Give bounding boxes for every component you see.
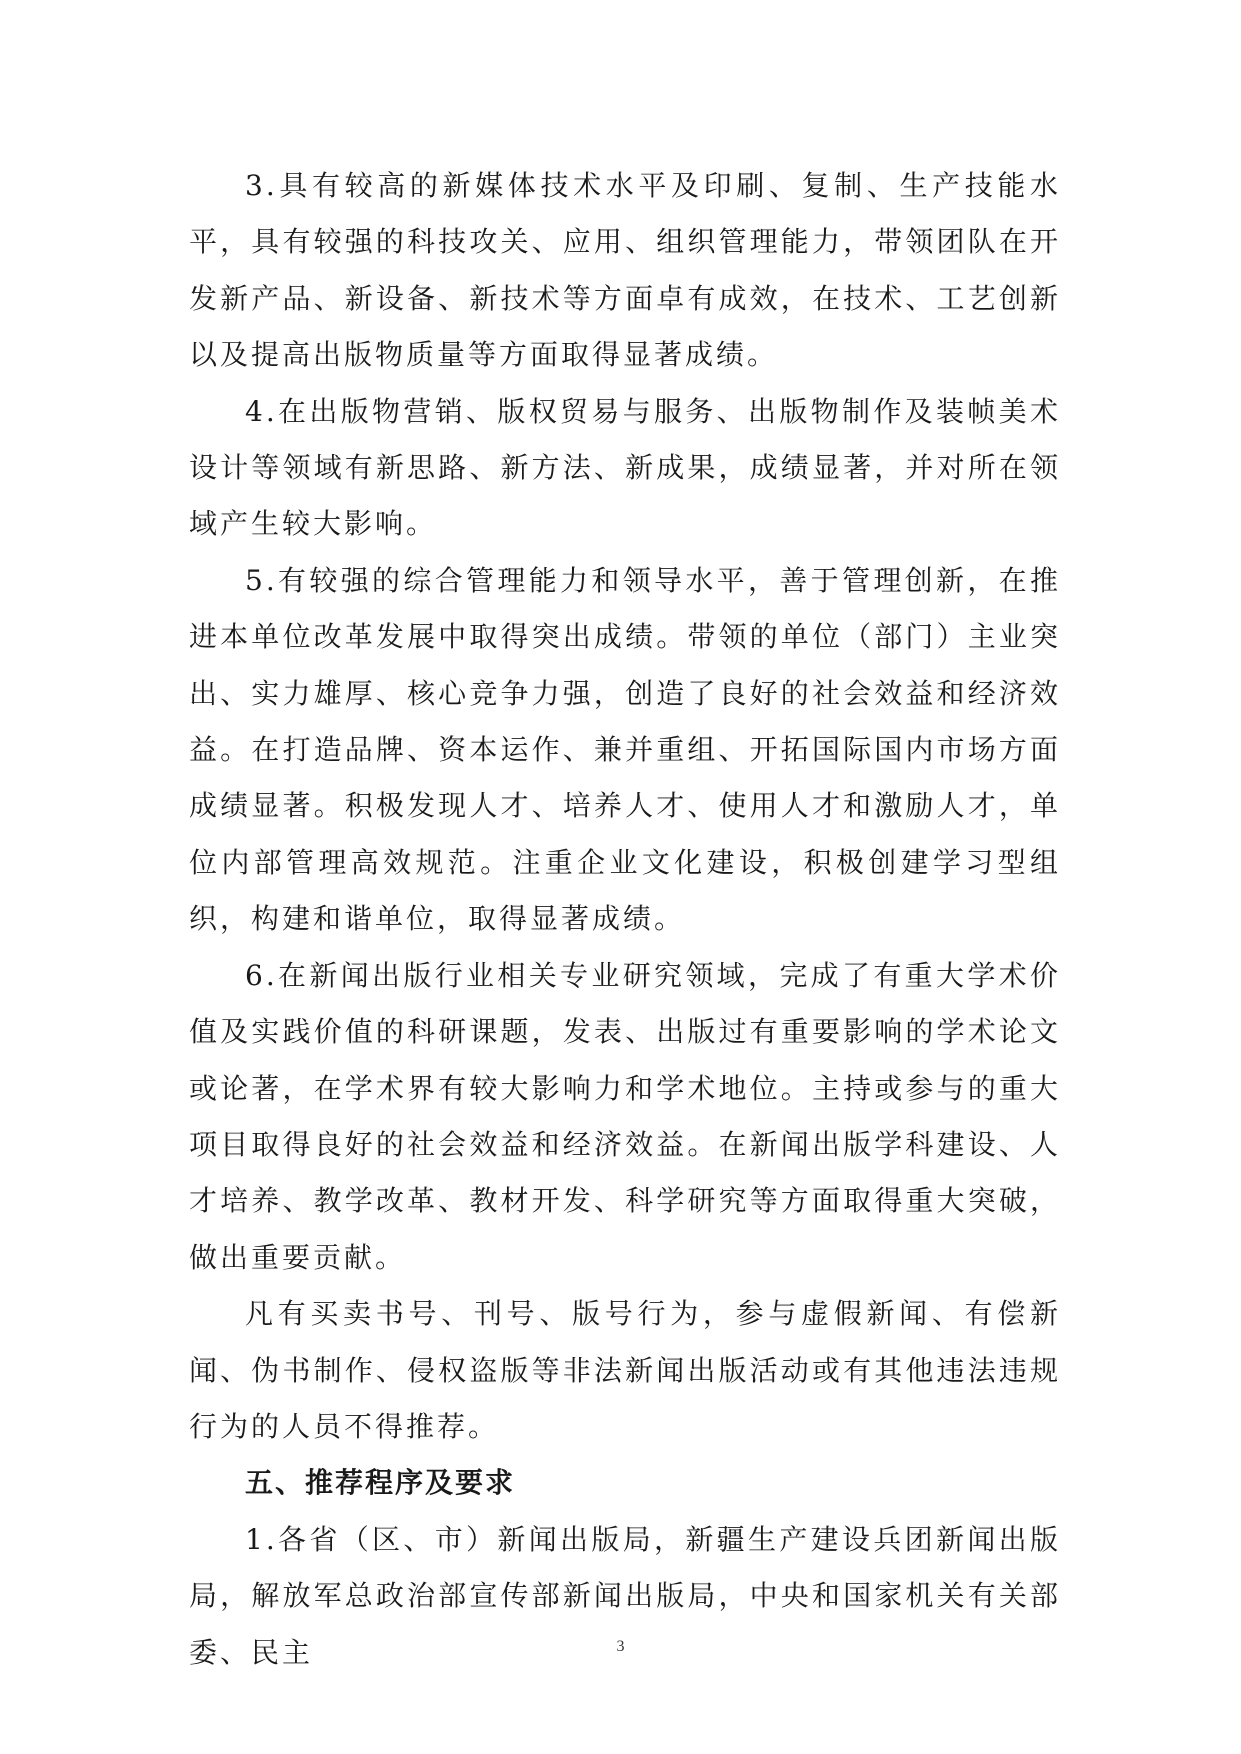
paragraph-criterion-5: 5.有较强的综合管理能力和领导水平，善于管理创新，在推进本单位改革发展中取得突出成绩。带领的单位（部门）主业突出、实力雄厚、核心竞争力强，创造了良好的社会效益和经济效益。在打造品牌、资本运作、兼并重组、开拓国际国内市场方面成绩显著。积极发现人才、培养人才、使用人才和激励人才，单位内部管理高效规范。注重企业文化建设，积极创建学习型组织，构建和谐单位，取得显著成绩。 <box>189 563 1061 936</box>
section-heading: 五、推荐程序及要求 <box>245 1466 516 1500</box>
paragraph-procedure-1: 1.各省（区、市）新闻出版局，新疆生产建设兵团新闻出版局，解放军总政治部宣传部新闻出版局，中央和国家机关有关部委、民主 <box>189 1522 1061 1669</box>
page-number: 3 <box>616 1638 625 1655</box>
paragraph-criterion-6: 6.在新闻出版行业相关专业研究领域，完成了有重大学术价值及实践价值的科研课题，发表、出版过有重要影响的学术论文或论著，在学术界有较大影响力和学术地位。主持或参与的重大项目取得良好的社会效益和经济效益。在新闻出版学科建设、人才培养、教学改革、教材开发、科学研究等方面取得重大突破，做出重要贡献。 <box>189 958 1061 1274</box>
paragraph-exclusion-note: 凡有买卖书号、刊号、版号行为，参与虚假新闻、有偿新闻、伪书制作、侵权盗版等非法新闻出版活动或有其他违法违规行为的人员不得推荐。 <box>189 1297 1061 1443</box>
document-body <box>189 158 1061 1681</box>
paragraph-criterion-3: 3.具有较高的新媒体技术水平及印刷、复制、生产技能水平，具有较强的科技攻关、应用、组织管理能力，带领团队在开发新产品、新设备、新技术等方面卓有成效，在技术、工艺创新以及提高出版物质量等方面取得显著成绩。 <box>189 169 1061 372</box>
paragraph-criterion-4: 4.在出版物营销、版权贸易与服务、出版物制作及装帧美术设计等领域有新思路、新方法、新成果，成绩显著，并对所在领域产生较大影响。 <box>189 394 1061 541</box>
